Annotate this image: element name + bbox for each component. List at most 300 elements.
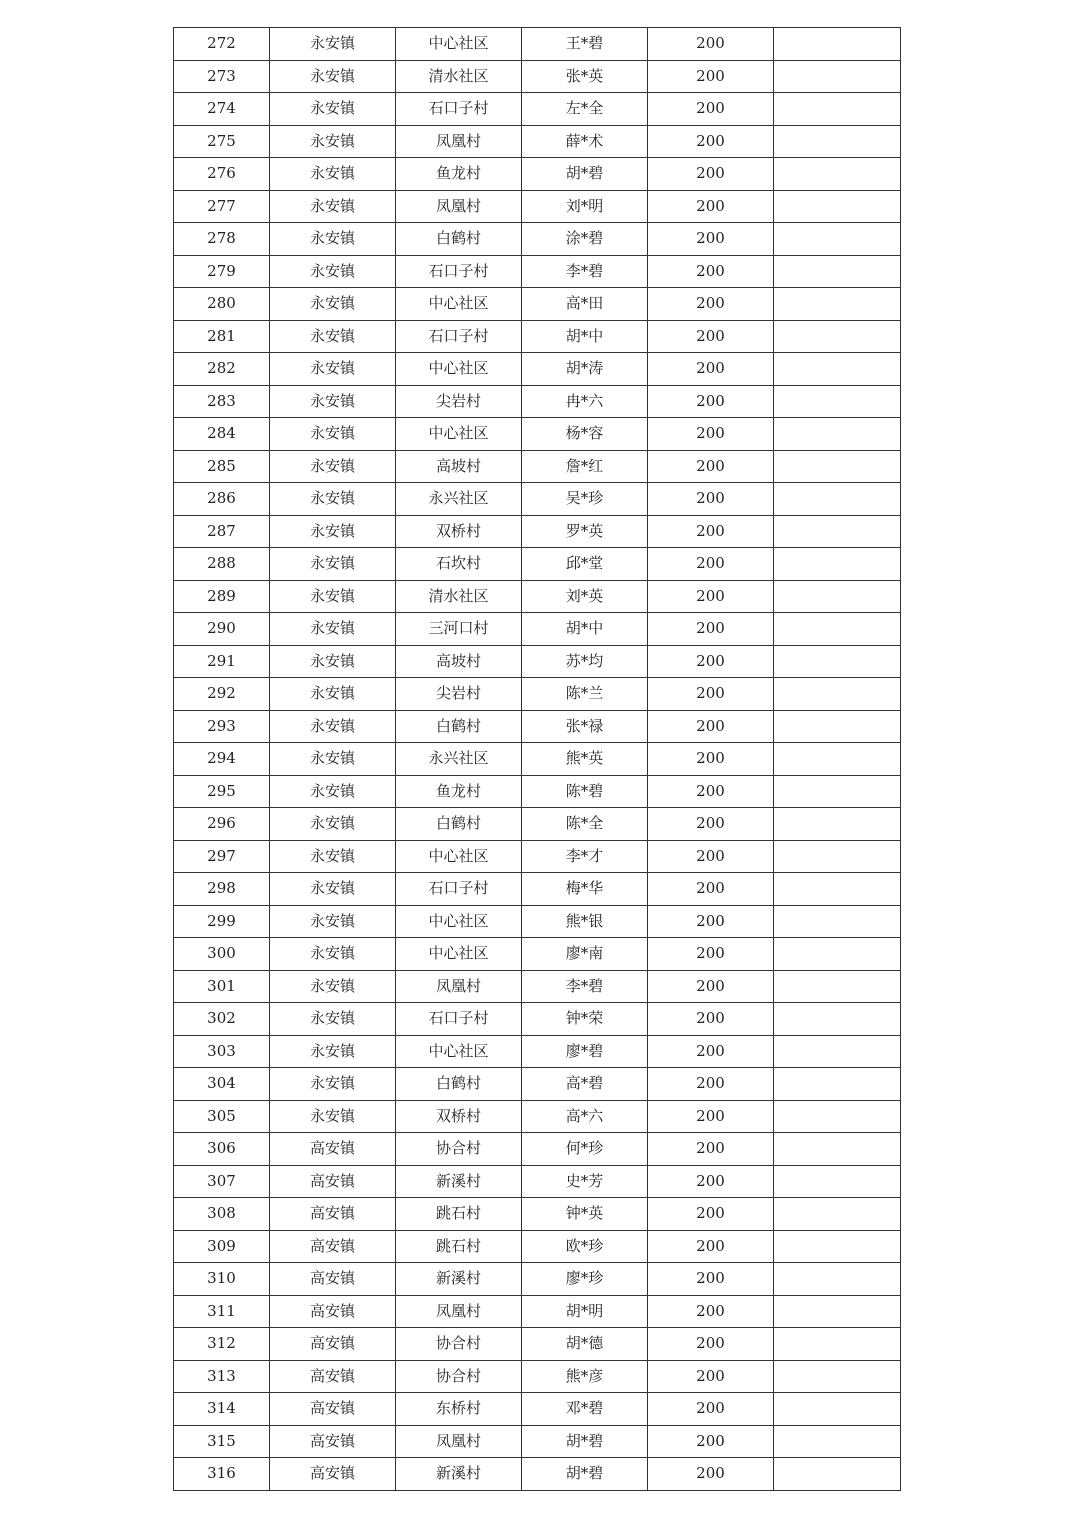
person-name-cell: 张*禄 — [522, 710, 648, 743]
village-cell: 协合村 — [396, 1360, 522, 1393]
table-row — [174, 1003, 901, 1036]
table-row — [174, 1425, 901, 1458]
roster-table — [173, 27, 901, 1491]
town-cell: 永安镇 — [270, 938, 396, 971]
person-name-cell: 冉*六 — [522, 385, 648, 418]
person-name-cell: 钟*英 — [522, 1198, 648, 1231]
amount-cell: 200 — [648, 1100, 774, 1133]
amount-cell: 200 — [648, 158, 774, 191]
table-row — [174, 1198, 901, 1231]
table-row — [174, 385, 901, 418]
amount-cell: 200 — [648, 970, 774, 1003]
note-cell — [774, 743, 901, 776]
village-cell: 新溪村 — [396, 1165, 522, 1198]
row-number-cell: 309 — [174, 1230, 270, 1263]
table-row — [174, 1393, 901, 1426]
row-number-cell: 315 — [174, 1425, 270, 1458]
note-cell — [774, 223, 901, 256]
roster-table-body — [174, 28, 901, 1491]
town-cell: 永安镇 — [270, 580, 396, 613]
table-row — [174, 580, 901, 613]
note-cell — [774, 1165, 901, 1198]
village-cell: 凤凰村 — [396, 1425, 522, 1458]
row-number-cell: 292 — [174, 678, 270, 711]
row-number-cell: 303 — [174, 1035, 270, 1068]
amount-cell: 200 — [648, 1393, 774, 1426]
table-row — [174, 450, 901, 483]
town-cell: 高安镇 — [270, 1165, 396, 1198]
table-row — [174, 255, 901, 288]
person-name-cell: 熊*英 — [522, 743, 648, 776]
note-cell — [774, 385, 901, 418]
table-row — [174, 320, 901, 353]
town-cell: 永安镇 — [270, 223, 396, 256]
amount-cell: 200 — [648, 873, 774, 906]
row-number-cell: 283 — [174, 385, 270, 418]
row-number-cell: 272 — [174, 28, 270, 61]
amount-cell: 200 — [648, 223, 774, 256]
town-cell: 永安镇 — [270, 483, 396, 516]
town-cell: 永安镇 — [270, 1035, 396, 1068]
table-row — [174, 1230, 901, 1263]
note-cell — [774, 613, 901, 646]
town-cell: 永安镇 — [270, 515, 396, 548]
person-name-cell: 梅*华 — [522, 873, 648, 906]
note-cell — [774, 1198, 901, 1231]
town-cell: 永安镇 — [270, 1100, 396, 1133]
amount-cell: 200 — [648, 1068, 774, 1101]
town-cell: 永安镇 — [270, 418, 396, 451]
village-cell: 凤凰村 — [396, 1295, 522, 1328]
note-cell — [774, 1133, 901, 1166]
note-cell — [774, 158, 901, 191]
person-name-cell: 胡*德 — [522, 1328, 648, 1361]
amount-cell: 200 — [648, 483, 774, 516]
town-cell: 永安镇 — [270, 678, 396, 711]
person-name-cell: 王*碧 — [522, 28, 648, 61]
table-row — [174, 678, 901, 711]
town-cell: 高安镇 — [270, 1230, 396, 1263]
note-cell — [774, 320, 901, 353]
row-number-cell: 274 — [174, 93, 270, 126]
town-cell: 永安镇 — [270, 93, 396, 126]
row-number-cell: 293 — [174, 710, 270, 743]
note-cell — [774, 353, 901, 386]
village-cell: 东桥村 — [396, 1393, 522, 1426]
table-row — [174, 1328, 901, 1361]
town-cell: 永安镇 — [270, 775, 396, 808]
note-cell — [774, 1068, 901, 1101]
note-cell — [774, 1393, 901, 1426]
town-cell: 永安镇 — [270, 353, 396, 386]
town-cell: 高安镇 — [270, 1263, 396, 1296]
town-cell: 高安镇 — [270, 1133, 396, 1166]
town-cell: 永安镇 — [270, 548, 396, 581]
person-name-cell: 胡*涛 — [522, 353, 648, 386]
amount-cell: 200 — [648, 1263, 774, 1296]
table-row — [174, 483, 901, 516]
town-cell: 永安镇 — [270, 873, 396, 906]
table-row — [174, 1035, 901, 1068]
amount-cell: 200 — [648, 1198, 774, 1231]
town-cell: 永安镇 — [270, 158, 396, 191]
person-name-cell: 廖*碧 — [522, 1035, 648, 1068]
amount-cell: 200 — [648, 840, 774, 873]
village-cell: 石口子村 — [396, 873, 522, 906]
table-row — [174, 1295, 901, 1328]
village-cell: 鱼龙村 — [396, 775, 522, 808]
row-number-cell: 290 — [174, 613, 270, 646]
amount-cell: 200 — [648, 645, 774, 678]
village-cell: 新溪村 — [396, 1263, 522, 1296]
row-number-cell: 312 — [174, 1328, 270, 1361]
note-cell — [774, 93, 901, 126]
note-cell — [774, 450, 901, 483]
person-name-cell: 邱*堂 — [522, 548, 648, 581]
person-name-cell: 李*才 — [522, 840, 648, 873]
note-cell — [774, 1328, 901, 1361]
table-row — [174, 1165, 901, 1198]
village-cell: 石坎村 — [396, 548, 522, 581]
person-name-cell: 何*珍 — [522, 1133, 648, 1166]
note-cell — [774, 1295, 901, 1328]
note-cell — [774, 255, 901, 288]
row-number-cell: 288 — [174, 548, 270, 581]
amount-cell: 200 — [648, 1425, 774, 1458]
person-name-cell: 高*六 — [522, 1100, 648, 1133]
town-cell: 永安镇 — [270, 60, 396, 93]
row-number-cell: 296 — [174, 808, 270, 841]
town-cell: 永安镇 — [270, 28, 396, 61]
village-cell: 新溪村 — [396, 1458, 522, 1491]
row-number-cell: 302 — [174, 1003, 270, 1036]
amount-cell: 200 — [648, 710, 774, 743]
row-number-cell: 310 — [174, 1263, 270, 1296]
village-cell: 跳石村 — [396, 1230, 522, 1263]
town-cell: 永安镇 — [270, 743, 396, 776]
row-number-cell: 275 — [174, 125, 270, 158]
row-number-cell: 304 — [174, 1068, 270, 1101]
note-cell — [774, 548, 901, 581]
note-cell — [774, 678, 901, 711]
row-number-cell: 300 — [174, 938, 270, 971]
person-name-cell: 高*碧 — [522, 1068, 648, 1101]
town-cell: 永安镇 — [270, 320, 396, 353]
person-name-cell: 左*全 — [522, 93, 648, 126]
note-cell — [774, 1263, 901, 1296]
amount-cell: 200 — [648, 1230, 774, 1263]
table-row — [174, 710, 901, 743]
amount-cell: 200 — [648, 1295, 774, 1328]
note-cell — [774, 1425, 901, 1458]
note-cell — [774, 288, 901, 321]
row-number-cell: 316 — [174, 1458, 270, 1491]
village-cell: 协合村 — [396, 1328, 522, 1361]
row-number-cell: 273 — [174, 60, 270, 93]
row-number-cell: 299 — [174, 905, 270, 938]
table-row — [174, 1263, 901, 1296]
row-number-cell: 308 — [174, 1198, 270, 1231]
note-cell — [774, 645, 901, 678]
village-cell: 永兴社区 — [396, 483, 522, 516]
village-cell: 白鹤村 — [396, 710, 522, 743]
person-name-cell: 廖*南 — [522, 938, 648, 971]
amount-cell: 200 — [648, 418, 774, 451]
row-number-cell: 279 — [174, 255, 270, 288]
village-cell: 中心社区 — [396, 288, 522, 321]
note-cell — [774, 775, 901, 808]
person-name-cell: 陈*全 — [522, 808, 648, 841]
town-cell: 永安镇 — [270, 808, 396, 841]
person-name-cell: 刘*英 — [522, 580, 648, 613]
person-name-cell: 胡*中 — [522, 613, 648, 646]
table-row — [174, 418, 901, 451]
table-row — [174, 905, 901, 938]
amount-cell: 200 — [648, 580, 774, 613]
note-cell — [774, 873, 901, 906]
person-name-cell: 刘*明 — [522, 190, 648, 223]
row-number-cell: 298 — [174, 873, 270, 906]
note-cell — [774, 418, 901, 451]
row-number-cell: 311 — [174, 1295, 270, 1328]
amount-cell: 200 — [648, 1003, 774, 1036]
amount-cell: 200 — [648, 125, 774, 158]
table-row — [174, 223, 901, 256]
row-number-cell: 307 — [174, 1165, 270, 1198]
village-cell: 凤凰村 — [396, 970, 522, 1003]
person-name-cell: 吴*珍 — [522, 483, 648, 516]
amount-cell: 200 — [648, 28, 774, 61]
note-cell — [774, 710, 901, 743]
amount-cell: 200 — [648, 678, 774, 711]
table-row — [174, 613, 901, 646]
table-row — [174, 28, 901, 61]
village-cell: 跳石村 — [396, 1198, 522, 1231]
village-cell: 石口子村 — [396, 93, 522, 126]
village-cell: 清水社区 — [396, 580, 522, 613]
note-cell — [774, 1003, 901, 1036]
amount-cell: 200 — [648, 385, 774, 418]
person-name-cell: 胡*碧 — [522, 1458, 648, 1491]
table-row — [174, 1068, 901, 1101]
note-cell — [774, 190, 901, 223]
table-row — [174, 840, 901, 873]
note-cell — [774, 483, 901, 516]
person-name-cell: 廖*珍 — [522, 1263, 648, 1296]
village-cell: 中心社区 — [396, 938, 522, 971]
person-name-cell: 熊*彦 — [522, 1360, 648, 1393]
amount-cell: 200 — [648, 775, 774, 808]
amount-cell: 200 — [648, 1165, 774, 1198]
note-cell — [774, 1360, 901, 1393]
table-row — [174, 808, 901, 841]
amount-cell: 200 — [648, 288, 774, 321]
village-cell: 高坡村 — [396, 450, 522, 483]
village-cell: 高坡村 — [396, 645, 522, 678]
village-cell: 凤凰村 — [396, 125, 522, 158]
village-cell: 中心社区 — [396, 1035, 522, 1068]
village-cell: 永兴社区 — [396, 743, 522, 776]
table-row — [174, 873, 901, 906]
village-cell: 白鹤村 — [396, 808, 522, 841]
row-number-cell: 276 — [174, 158, 270, 191]
amount-cell: 200 — [648, 938, 774, 971]
town-cell: 永安镇 — [270, 255, 396, 288]
village-cell: 中心社区 — [396, 353, 522, 386]
village-cell: 石口子村 — [396, 255, 522, 288]
note-cell — [774, 60, 901, 93]
note-cell — [774, 1035, 901, 1068]
person-name-cell: 欧*珍 — [522, 1230, 648, 1263]
town-cell: 永安镇 — [270, 385, 396, 418]
village-cell: 鱼龙村 — [396, 158, 522, 191]
table-row — [174, 1133, 901, 1166]
village-cell: 清水社区 — [396, 60, 522, 93]
town-cell: 高安镇 — [270, 1458, 396, 1491]
table-row — [174, 1100, 901, 1133]
town-cell: 永安镇 — [270, 450, 396, 483]
note-cell — [774, 970, 901, 1003]
table-row — [174, 125, 901, 158]
village-cell: 中心社区 — [396, 905, 522, 938]
note-cell — [774, 1458, 901, 1491]
table-row — [174, 60, 901, 93]
note-cell — [774, 840, 901, 873]
person-name-cell: 陈*碧 — [522, 775, 648, 808]
note-cell — [774, 515, 901, 548]
row-number-cell: 284 — [174, 418, 270, 451]
note-cell — [774, 938, 901, 971]
town-cell: 高安镇 — [270, 1360, 396, 1393]
note-cell — [774, 905, 901, 938]
table-row — [174, 743, 901, 776]
town-cell: 永安镇 — [270, 905, 396, 938]
amount-cell: 200 — [648, 1360, 774, 1393]
village-cell: 石口子村 — [396, 320, 522, 353]
village-cell: 中心社区 — [396, 418, 522, 451]
person-name-cell: 史*芳 — [522, 1165, 648, 1198]
row-number-cell: 277 — [174, 190, 270, 223]
table-row — [174, 190, 901, 223]
table-row — [174, 353, 901, 386]
row-number-cell: 291 — [174, 645, 270, 678]
amount-cell: 200 — [648, 613, 774, 646]
town-cell: 永安镇 — [270, 125, 396, 158]
village-cell: 凤凰村 — [396, 190, 522, 223]
amount-cell: 200 — [648, 353, 774, 386]
person-name-cell: 邓*碧 — [522, 1393, 648, 1426]
table-row — [174, 1458, 901, 1491]
amount-cell: 200 — [648, 548, 774, 581]
town-cell: 永安镇 — [270, 970, 396, 1003]
row-number-cell: 285 — [174, 450, 270, 483]
row-number-cell: 278 — [174, 223, 270, 256]
amount-cell: 200 — [648, 60, 774, 93]
person-name-cell: 李*碧 — [522, 255, 648, 288]
town-cell: 永安镇 — [270, 190, 396, 223]
town-cell: 永安镇 — [270, 645, 396, 678]
town-cell: 高安镇 — [270, 1198, 396, 1231]
village-cell: 白鹤村 — [396, 223, 522, 256]
village-cell: 中心社区 — [396, 840, 522, 873]
amount-cell: 200 — [648, 450, 774, 483]
town-cell: 永安镇 — [270, 288, 396, 321]
village-cell: 双桥村 — [396, 515, 522, 548]
table-row — [174, 158, 901, 191]
person-name-cell: 涂*碧 — [522, 223, 648, 256]
village-cell: 协合村 — [396, 1133, 522, 1166]
village-cell: 双桥村 — [396, 1100, 522, 1133]
row-number-cell: 305 — [174, 1100, 270, 1133]
person-name-cell: 张*英 — [522, 60, 648, 93]
amount-cell: 200 — [648, 1035, 774, 1068]
person-name-cell: 熊*银 — [522, 905, 648, 938]
row-number-cell: 282 — [174, 353, 270, 386]
row-number-cell: 301 — [174, 970, 270, 1003]
person-name-cell: 高*田 — [522, 288, 648, 321]
amount-cell: 200 — [648, 808, 774, 841]
town-cell: 高安镇 — [270, 1393, 396, 1426]
row-number-cell: 295 — [174, 775, 270, 808]
row-number-cell: 314 — [174, 1393, 270, 1426]
village-cell: 尖岩村 — [396, 678, 522, 711]
row-number-cell: 306 — [174, 1133, 270, 1166]
amount-cell: 200 — [648, 93, 774, 126]
person-name-cell: 胡*碧 — [522, 158, 648, 191]
amount-cell: 200 — [648, 905, 774, 938]
note-cell — [774, 808, 901, 841]
row-number-cell: 297 — [174, 840, 270, 873]
amount-cell: 200 — [648, 743, 774, 776]
row-number-cell: 287 — [174, 515, 270, 548]
table-row — [174, 775, 901, 808]
person-name-cell: 罗*英 — [522, 515, 648, 548]
note-cell — [774, 28, 901, 61]
row-number-cell: 286 — [174, 483, 270, 516]
table-row — [174, 645, 901, 678]
row-number-cell: 289 — [174, 580, 270, 613]
row-number-cell: 280 — [174, 288, 270, 321]
table-row — [174, 93, 901, 126]
town-cell: 永安镇 — [270, 613, 396, 646]
town-cell: 高安镇 — [270, 1295, 396, 1328]
amount-cell: 200 — [648, 1328, 774, 1361]
person-name-cell: 詹*红 — [522, 450, 648, 483]
note-cell — [774, 580, 901, 613]
town-cell: 永安镇 — [270, 840, 396, 873]
person-name-cell: 杨*容 — [522, 418, 648, 451]
table-row — [174, 970, 901, 1003]
town-cell: 高安镇 — [270, 1425, 396, 1458]
town-cell: 高安镇 — [270, 1328, 396, 1361]
note-cell — [774, 1230, 901, 1263]
town-cell: 永安镇 — [270, 710, 396, 743]
note-cell — [774, 1100, 901, 1133]
person-name-cell: 苏*均 — [522, 645, 648, 678]
village-cell: 石口子村 — [396, 1003, 522, 1036]
person-name-cell: 薛*术 — [522, 125, 648, 158]
row-number-cell: 281 — [174, 320, 270, 353]
amount-cell: 200 — [648, 320, 774, 353]
amount-cell: 200 — [648, 1458, 774, 1491]
amount-cell: 200 — [648, 1133, 774, 1166]
table-row — [174, 515, 901, 548]
person-name-cell: 李*碧 — [522, 970, 648, 1003]
amount-cell: 200 — [648, 515, 774, 548]
table-row — [174, 1360, 901, 1393]
village-cell: 中心社区 — [396, 28, 522, 61]
row-number-cell: 313 — [174, 1360, 270, 1393]
